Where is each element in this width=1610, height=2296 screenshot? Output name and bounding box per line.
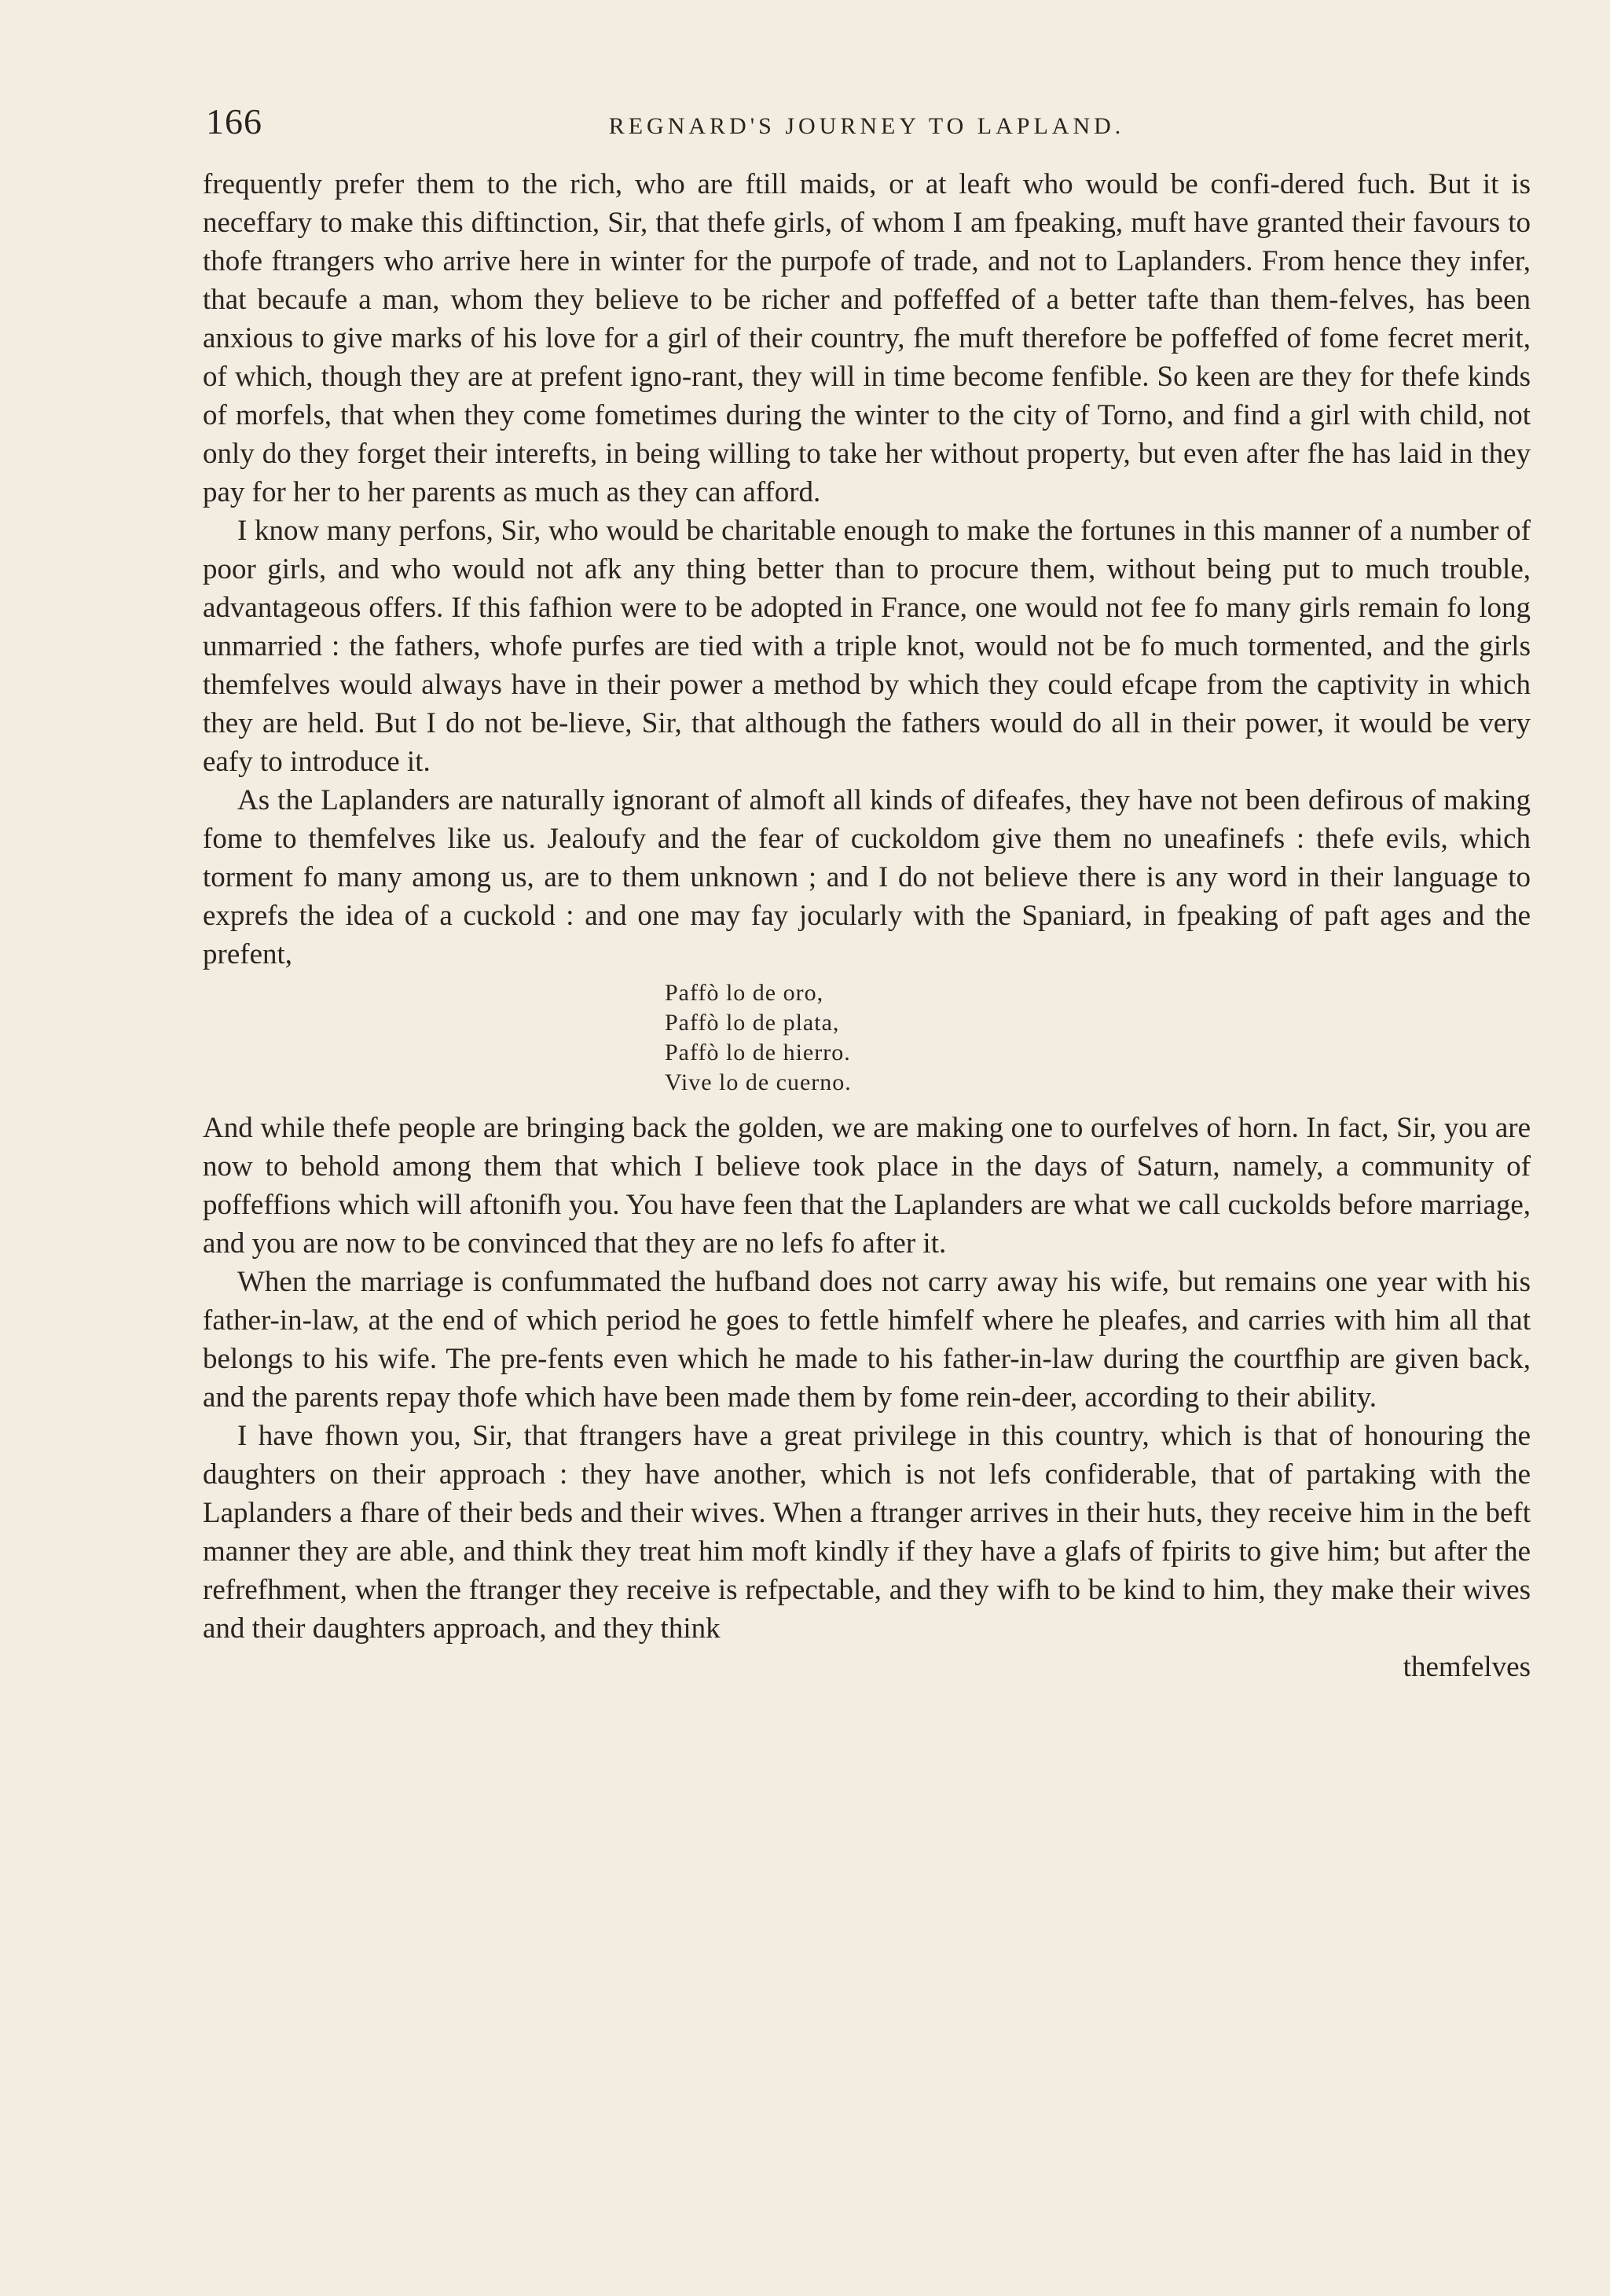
verse-line: Paffò lo de oro,	[665, 980, 824, 1006]
catchword: themfelves	[1403, 1651, 1531, 1683]
paragraph: I have fhown you, Sir, that ftrangers have a great privilege in this country, which is that of honouring the daughters on their approach : they have another, which is not lefs confiderable, that of partaking with the Laplanders a fhare of their beds and their wives. When a ftranger arrives in their huts, they receive him in the beft manner they are able, and think they treat him moft kindly if they have a glafs of fpirits to give him; but after the refrefhment, when the ftranger they receive is refpectable, and they wifh to be kind to him, they make their wives and their daughters approach, and they think	[203, 1420, 1531, 1645]
page-header	[203, 101, 1531, 148]
paragraph: I know many perfons, Sir, who would be charitable enough to make the fortunes in this manner of a number of poor girls, and who would not afk any thing better than to procure them, without being put to much trouble, advantageous offers. If this fafhion were to be adopted in France, one would not fee fo many girls remain fo long unmarried : the fathers, whofe purfes are tied with a triple knot, would not be fo much tormented, and the girls themfelves would always have in their power a method by which they could efcape from the captivity in which they are held. But I do not be-lieve, Sir, that although the fathers would do all in their power, it would be very eafy to introduce it.	[203, 515, 1531, 778]
paragraph: When the marriage is confummated the hufband does not carry away his wife, but remains one year with his father-in-law, at the end of which period he goes to fettle himfelf where he pleafes, and carries with him all that belongs to his wife. The pre-fents even which he made to his father-in-law during the courtfhip are given back, and the parents repay thofe which have been made them by fome rein-deer, according to their ability.	[203, 1266, 1531, 1414]
page-number: 166	[206, 101, 262, 141]
verse-line: Paffò lo de plata,	[665, 1010, 840, 1036]
book-page	[203, 0, 1531, 2296]
verse-line: Paffò lo de hierro.	[665, 1040, 851, 1065]
body-text	[203, 165, 1531, 1686]
paragraph-continued: frequently prefer them to the rich, who are ftill maids, or at leaft who would be confi-dered fuch. But it is neceffary to make this diftinction, Sir, that thefe girls, of whom I am fpeaking, muft have granted their favours to thofe ftrangers who arrive here in winter for the purpofe of trade, and not to Laplanders. From hence they infer, that becaufe a man, whom they believe to be richer and poffeffed of a better tafte than them-felves, has been anxious to give marks of his love for a girl of their country, fhe muft therefore be poffeffed of fome fecret merit, of which, though they are at prefent igno-rant, they will in time become fenfible. So keen are they for thefe kinds of morfels, that when they come fometimes during the winter to the city of Torno, and find a girl with child, not only do they forget their interefts, in being willing to take her without property, but even after fhe has laid in they pay for her to her parents as much as they can afford.	[203, 168, 1531, 508]
running-head: REGNARD'S JOURNEY TO LAPLAND.	[608, 113, 1125, 139]
paragraph-after-verse: And while thefe people are bringing back the golden, we are making one to ourfelves of horn. In fact, Sir, you are now to behold among them that which I believe took place in the days of Saturn, namely, a community of poffeffions which will aftonifh you. You have feen that the Laplanders are what we call cuckolds before marriage, and you are now to be convinced that they are no lefs fo after it.	[203, 1112, 1531, 1260]
verse-line: Vive lo de cuerno.	[665, 1069, 852, 1095]
paragraph: As the Laplanders are naturally ignorant of almoft all kinds of difeafes, they have not been defirous of making fome to themfelves like us. Jealoufy and the fear of cuckoldom give them no uneafinefs : thefe evils, which torment fo many among us, are to them unknown ; and I do not believe there is any word in their language to exprefs the idea of a cuckold : and one may fay jocularly with the Spaniard, in fpeaking of paft ages and the prefent,	[203, 784, 1531, 970]
spanish-verse	[665, 978, 1531, 1098]
